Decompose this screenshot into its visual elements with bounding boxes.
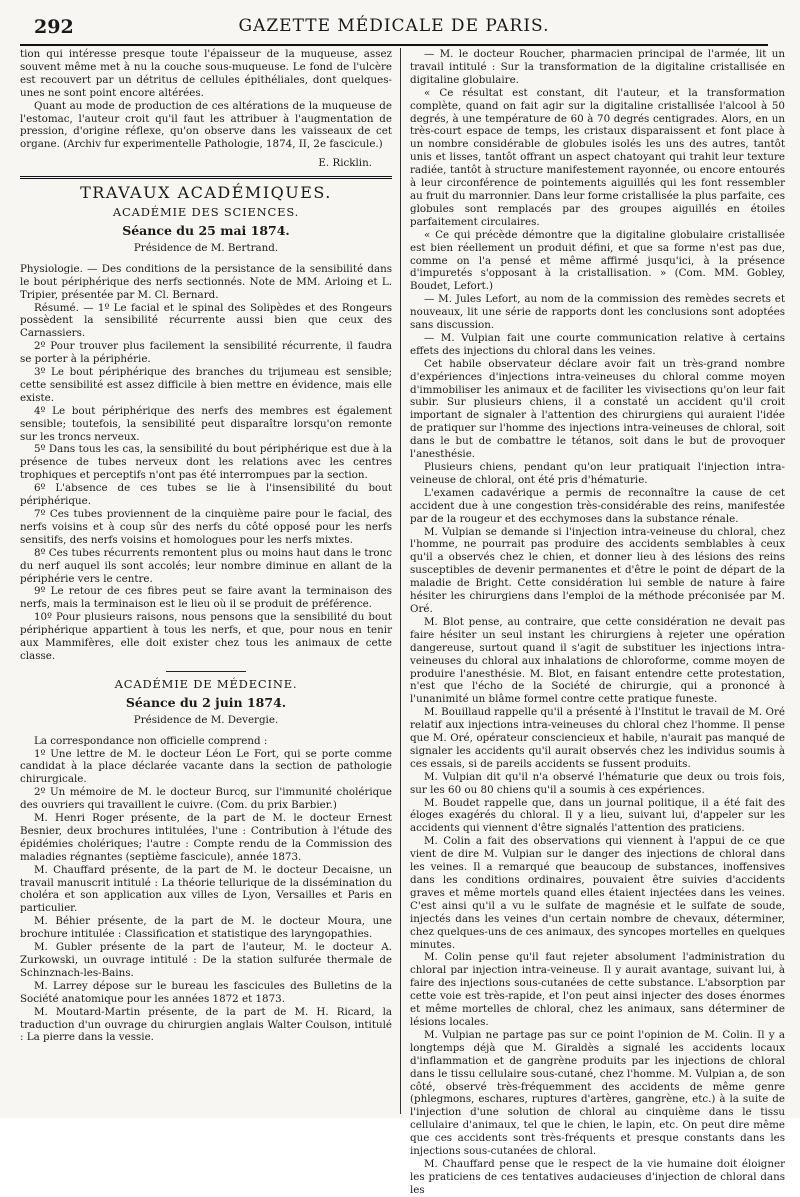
paragraph: M. Béhier présente, de la part de M. le docteur Moura, une brochure intitulée : Classification et statistique des laryngopathies. (20, 915, 392, 941)
right-column (410, 48, 785, 1196)
paragraph: L'examen cadavérique a permis de reconnaître la cause de cet accident due à une congestion très-considérable des reins, manifestée par de la rougeur et des ecchymoses dans la substance rénale. (410, 486, 785, 525)
list-item: 10º Pour plusieurs raisons, nous pensons que la sensibilité du bout périphérique appartient à tous les nerfs, et que, pour nous en tenir aux Mammifères, elle doit exister chez tous les animaux de cette classe. (20, 611, 392, 662)
paragraph: Physiologie. — Des conditions de la persistance de la sensibilité dans le bout périphérique des nerfs sectionnés. Note de MM. Arloing et L. Tripier, présentée par M. Cl. Bernard. (20, 262, 392, 301)
paragraph: — M. Jules Lefort, au nom de la commission des remèdes secrets et nouveaux, lit une série de rapports dont les conclusions sont adoptées sans discussion. (410, 293, 785, 332)
list-item: 3º Le bout périphérique des branches du trijumeau est sensible; cette sensibilité est assez difficile à bien mettre en évidence, mais elle existe. (20, 366, 392, 404)
paragraph: Plusieurs chiens, pendant qu'on leur pratiquait l'injection intra-veineuse de chloral, ont été pris d'hématurie. (410, 461, 785, 486)
paragraph: La correspondance non officielle comprend : (34, 734, 268, 747)
list-item: 7º Ces tubes proviennent de la cinquième paire pour le facial, des nerfs voisins et à coup sûr des nerfs du côté opposé pour les nerfs sensitifs, des nerfs voisins et homologues pour les nerfs mixtes. (20, 508, 392, 546)
paragraph: Cet habile observateur déclare avoir fait un très-grand nombre d'expériences d'injections intra-veineuses du chloral comme moyen d'immobiliser les animaux et de faciliter les vivisections qu'on leur fait subir. Sur plusieurs chiens, il a constaté un accident qu'il croit important de signaler à l'attention des chirurgiens qui auraient l'idée de pratiquer sur l'homme des injections intra-veineuses de chloral, soit dans le but de combattre le tétanos, soit dans le but de provoquer l'anesthésie. (410, 357, 785, 461)
left-column (20, 48, 392, 1114)
list-item: 1º Une lettre de M. le docteur Léon Le Fort, qui se porte comme candidat à la place déclarée vacante dans la section de pathologie chirurgicale. (20, 747, 392, 786)
academy-heading: ACADÉMIE DES SCIENCES. (112, 205, 300, 220)
presidency-line: Présidence de M. Devergie. (133, 713, 279, 726)
paragraph: M. Henri Roger présente, de la part de M. le docteur Ernest Besnier, deux brochures intitulées, l'une : Contribution à l'étude des épidémies cholériques; l'autre : Compte rendu de la Commission des maladies régnantes (septième fascicule), année 1873. (20, 812, 392, 863)
paragraph: M. Chauffard pense que le respect de la vie humaine doit éloigner les praticiens de ces tentatives audacieuses d'injection de chloral dans les (410, 1157, 785, 1196)
paragraph: M. Bouillaud rappelle qu'il a présenté à l'Institut le travail de M. Oré relatif aux injections intra-veineuses du chloral chez l'homme. Il pense que M. Oré, opérateur consciencieux et habile, n'aurait pas manqué de signaler les accidents qu'il aurait observés chez les individus soumis à ces essais, si de pareils accidents se fussent produits. (410, 706, 785, 770)
list-item: 2º Pour trouver plus facilement la sensibilité récurrente, il faudra se porter à la périphérie. (20, 340, 392, 366)
session-heading: Séance du 25 mai 1874. (122, 222, 290, 238)
paragraph: — M. le docteur Roucher, pharmacien principal de l'armée, lit un travail intitulé : Sur la transformation de la digitaline cristallisée en digitaline globulaire. (410, 48, 785, 86)
paragraph: « Ce qui précède démontre que la digitaline globulaire cristallisée est bien réellement un produit défini, et que sa forme n'est pas due, comme on l'a pensé et même affirmé jusqu'ici, à la présence d'impuretés s'opposant à la cristallisation. » (Com. MM. Gobley, Boudet, Lefort.) (410, 228, 785, 293)
short-divider (166, 671, 246, 672)
article-author: E. Ricklin. (318, 157, 372, 170)
paragraph: — M. Vulpian fait une courte communication relative à certains effets des injections du chloral dans les veines. (410, 331, 785, 357)
session-heading: Séance du 2 juin 1874. (125, 694, 287, 710)
running-title: GAZETTE MÉDICALE DE PARIS. (238, 16, 550, 36)
paragraph: M. Vulpian dit qu'il n'a observé l'hématurie que deux ou trois fois, sur les 60 ou 80 chiens qu'il a soumis à ces expériences. (410, 770, 785, 796)
list-item: 2º Un mémoire de M. le docteur Burcq, sur l'immunité cholérique des ouvriers qui travaillent le cuivre. (Com. du prix Barbier.) (20, 786, 392, 812)
paragraph: M. Vulpian se demande si l'injection intra-veineuse du chloral, chez l'homme, ne pourrait pas produire des accidents semblables à ceux qu'il a observés chez le chien, et donner lieu à des lésions des reins susceptibles de devenir permanentes et d'être le point de départ de la maladie de Bright. Cette considération lui semble de nature à faire hésiter les chirurgiens dans l'emploi de la méthode préconisée par M. Oré. (410, 525, 785, 615)
paragraph: M. Blot pense, au contraire, que cette considération ne devait pas faire hésiter un seul instant les chirurgiens à rejeter une opération dangereuse, surtout quand il s'agit de substituer les injections intra-veineuses du chloral aux inhalations de chloroforme, comme moyen de produire l'anesthésie. M. Blot, en faisant entendre cette protestation, n'est que l'écho de la Société de chirurgie, qui a prononcé à l'unanimité un blâme formel contre cette pratique funeste. (410, 615, 785, 706)
list-item: 4º Le bout périphérique des nerfs des membres est également sensible; toutefois, la sensibilité peut disparaître lorsqu'on remonte sur les troncs nerveux. (20, 404, 392, 443)
paragraph: M. Vulpian ne partage pas sur ce point l'opinion de M. Colin. Il y a longtemps déjà que M. Giraldès a signalé les accidents locaux d'inflammation et de gangrène produits par les injections de chloral dans le tissu cellulaire sous-cutané, chez l'homme. M. Vulpian a, de son côté, observé très-fréquemment des accidents de même genre (phlegmons, eschares, ruptures d'artères, gangrène, etc.) à la suite de l'injection d'une solution de chloral au cinquième dans le tissu cellulaire d'animaux, tel que le chien, le lapin, etc. On peut dire même que ces accidents sont très-fréquents et presque constants dans les injections sous-cutanées de chloral. (410, 1028, 785, 1158)
presidency-line: Présidence de M. Bertrand. (133, 241, 279, 254)
paragraph: M. Colin a fait des observations qui viennent à l'appui de ce que vient de dire M. Vulpian sur le danger des injections de chloral dans les veines. Il a remarqué que beaucoup de substances, inoffensives dans les conditions ordinaires, pouvaient être suivies d'accidents graves et même mortels quand elles étaient injectées dans les veines. C'est ainsi qu'il a vu le sulfate de magnésie et le sulfate de soude, injectés dans les veines d'un certain nombre de chevaux, déterminer, chez quelques-uns de ces animaux, des syncopes mortelles en quelques minutes. (410, 835, 785, 951)
page-number: 292 (34, 16, 74, 38)
academy-heading: ACADÉMIE DE MÉDECINE. (114, 676, 298, 691)
list-item: 6º L'absence de ces tubes se lie à l'insensibilité du bout périphérique. (20, 482, 392, 508)
paragraph: tion qui intéresse presque toute l'épaisseur de la muqueuse, assez souvent même met à nu la couche sous-muqueuse. Le fond de l'ulcère est recouvert par un détritus de cellules épithéliales, dont quelques-unes ne sont point encore altérées. (20, 48, 392, 99)
list-item: 9º Le retour de ces fibres peut se faire avant la terminaison des nerfs, mais la terminaison est le lieu où il se produit de préférence. (20, 585, 392, 611)
paragraph: « Ce résultat est constant, dit l'auteur, et la transformation complète, quand on fait agir sur la digitaline cristallisée l'alcool à 50 degrés, à une température de 60 à 70 degrés centigrades. Alors, en un très-court espace de temps, les cristaux disparaissent et font place à un nombre considérable de globules isolés les uns des autres, tantôt unis et lisses, tantôt offrant un aspect chatoyant qui trahit leur texture radiée, tantôt à structure manifestement rayonnée, ou encore entourés à leur circonférence de pointements aiguillés qui les font ressembler au fruit du marronnier. Dans leur forme cristallisée la plus parfaite, ces globules sont remplacés par des groupes aiguillés en étoiles parfaitement circulaires. (410, 86, 785, 228)
header-rule (20, 44, 768, 46)
section-divider (20, 176, 392, 179)
paragraph: M. Larrey dépose sur le bureau les fascicules des Bulletins de la Société anatomique pour les années 1872 et 1873. (20, 979, 392, 1005)
list-item: 5º Dans tous les cas, la sensibilité du bout périphérique est due à la présence de tubes nerveux dont les relations avec les centres trophiques et perceptifs n'ont pas été interrompues par la section. (20, 443, 392, 482)
paragraph: M. Moutard-Martin présente, de la part de M. H. Ricard, la traduction d'un ouvrage du chirurgien anglais Walter Coulson, intitulé : La pierre dans la vessie. (20, 1005, 392, 1044)
paragraph: M. Gubler présente de la part de l'auteur, M. le docteur A. Zurkowski, un ouvrage intitulé : De la station sulfurée thermale de Schinznach-les-Bains. (20, 941, 392, 979)
paragraph: M. Boudet rappelle que, dans un journal politique, il a été fait des éloges exagérés du chloral. Il y a lieu, suivant lui, d'appeler sur les accidents qui viennent d'être signalés l'attention des praticiens. (410, 796, 785, 835)
paragraph: M. Chauffard présente, de la part de M. le docteur Decaisne, un travail manuscrit intitulé : La théorie tellurique de la dissémination du choléra et son application aux villes de Lyon, Versailles et Paris en particulier. (20, 863, 392, 915)
section-title: TRAVAUX ACADÉMIQUES. (80, 183, 332, 203)
column-rule (400, 48, 401, 1114)
paragraph: Quant au mode de production de ces altérations de la muqueuse de l'estomac, l'auteur croit qu'il faut les attribuer à l'augmentation de pression, d'origine réflexe, qu'on observe dans les vaisseaux de cet organe. (Archiv fur experimentelle Pathologie, 1874, II, 2e fascicule.) (20, 99, 392, 151)
list-item: 8º Ces tubes récurrents remontent plus ou moins haut dans le tronc du nerf auquel ils sont accolés; leur nombre diminue en allant de la périphérie vers le centre. (20, 546, 392, 585)
page-header (20, 14, 768, 44)
paragraph: Résumé. — 1º Le facial et le spinal des Solipèdes et des Rongeurs possèdent la sensibilité récurrente aussi bien que ceux des Carnassiers. (20, 301, 392, 340)
paragraph: M. Colin pense qu'il faut rejeter absolument l'administration du chloral par injection intra-veineuse. Il y aurait avantage, suivant lui, à faire des injections sous-cutanées de cette substance. L'absorption par cette voie est très-rapide, et l'on peut ainsi injecter des doses énormes et même mortelles de chloral, chez les animaux, sans déterminer de lésions locales. (410, 951, 785, 1028)
